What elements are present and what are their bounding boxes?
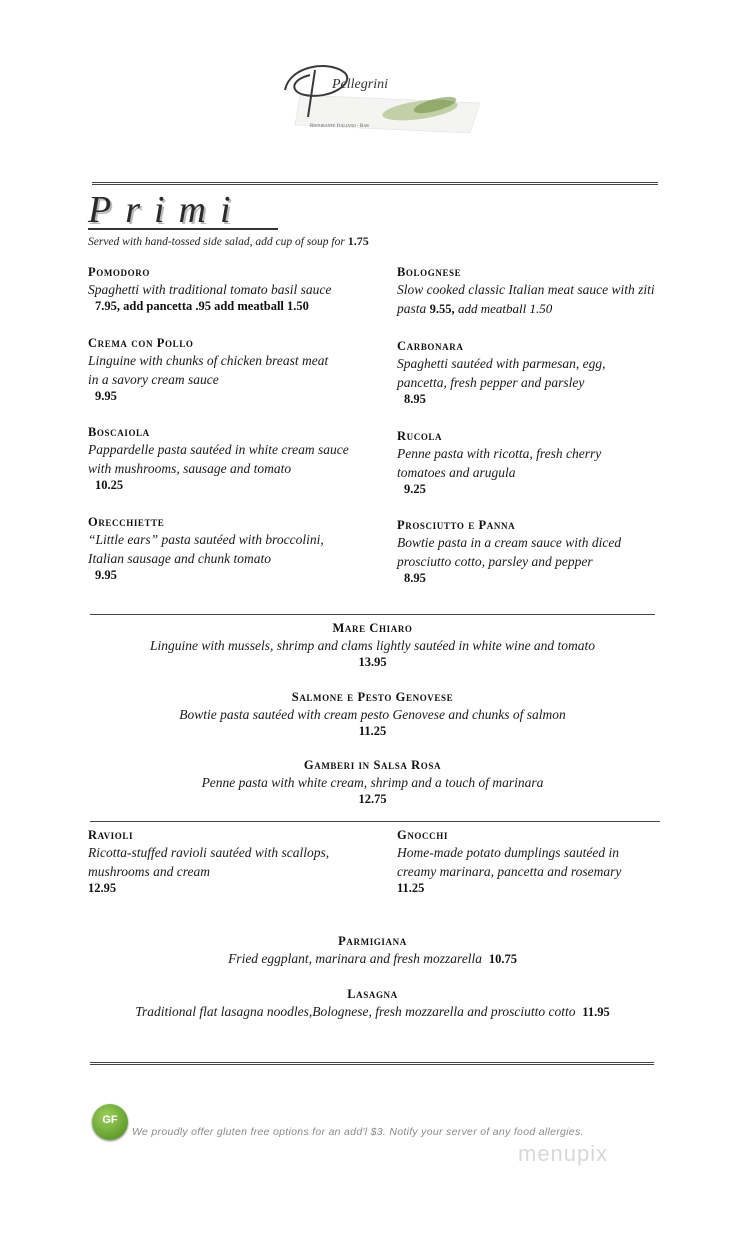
item-price: 11.25 xyxy=(358,724,387,738)
item-desc-text: Slow cooked classic Italian meat sauce with ziti pasta xyxy=(397,282,655,316)
item-desc xyxy=(90,949,655,969)
gluten-free-icon-text: GF xyxy=(102,1114,118,1126)
item-name: Parmigiana xyxy=(338,934,407,948)
section-rule xyxy=(90,614,655,615)
watermark: menupix xyxy=(518,1141,609,1166)
item-name: Carbonara xyxy=(397,339,464,353)
section-title: Primi xyxy=(88,189,245,231)
logo-name: Pellegrini xyxy=(332,77,388,92)
menu-item-prosciutto-e-panna xyxy=(397,518,637,586)
menu-item-lasagna xyxy=(90,987,655,1022)
item-addon: add meatball 1.50 xyxy=(458,301,553,316)
item-price: 13.95 xyxy=(358,655,387,669)
item-price: 11.95 xyxy=(582,1005,610,1019)
item-price: 9.95 xyxy=(95,568,117,582)
item-desc: Pappardelle pasta sautéed in white cream sauce with mushrooms, sausage and tomato xyxy=(88,442,349,476)
item-price: 10.75 xyxy=(488,952,517,966)
item-desc: “Little ears” pasta sautéed with broccolini, Italian sausage and chunk tomato xyxy=(88,532,324,566)
gluten-free-note: We proudly offer gluten free options for an add'l $3. Notify your server of any food allergies. xyxy=(132,1126,584,1138)
logo xyxy=(270,55,490,135)
menu-item-orecchiette xyxy=(88,515,388,583)
menu-item-carbonara xyxy=(397,339,637,407)
item-desc: Linguine with mussels, shrimp and clams lightly sautéed in white wine and tomato xyxy=(149,638,596,653)
title-underline xyxy=(88,228,278,230)
menu-item-gnocchi xyxy=(397,828,657,896)
item-name: Gnocchi xyxy=(397,828,448,842)
item-desc: Home-made potato dumplings sautéed in creamy marinara, pancetta and rosemary xyxy=(397,845,622,879)
logo-graphic xyxy=(270,55,490,135)
item-desc: Ricotta-stuffed ravioli sautéed with scallops, mushrooms and cream xyxy=(88,845,330,879)
item-desc: Penne pasta with ricotta, fresh cherry tomatoes and arugula xyxy=(397,446,602,480)
item-desc: Spaghetti with traditional tomato basil sauce xyxy=(88,282,332,297)
item-price: 12.75 xyxy=(358,792,387,806)
subtitle-text: Served with hand-tossed side salad, add cup of soup for xyxy=(88,236,345,248)
item-name: Orecchiette xyxy=(88,515,165,529)
item-price: 10.25 xyxy=(95,478,124,492)
menu-item-gamberi-in-salsa-rosa xyxy=(90,758,655,807)
item-desc: Linguine with chunks of chicken breast meat in a savory cream sauce xyxy=(88,353,329,387)
menu-item-ravioli xyxy=(88,828,358,896)
item-desc: Bowtie pasta sautéed with cream pesto Genovese and chunks of salmon xyxy=(179,707,566,722)
item-price: 12.95 xyxy=(88,881,117,895)
item-desc: Spaghetti sautéed with parmesan, egg, pancetta, fresh pepper and parsley xyxy=(397,356,606,390)
menu-item-boscaiola xyxy=(88,425,388,493)
menu-item-parmigiana xyxy=(90,934,655,969)
item-price: 8.95 xyxy=(404,571,426,585)
item-price: 8.95 xyxy=(404,392,426,406)
item-name: Lasagna xyxy=(347,987,398,1001)
menu-item-crema-con-pollo xyxy=(88,336,388,404)
item-desc-text: Fried eggplant, marinara and fresh mozzarella xyxy=(228,951,483,966)
item-name: Mare Chiaro xyxy=(332,621,413,635)
section-subtitle xyxy=(88,234,369,249)
subtitle-price: 1.75 xyxy=(347,234,369,248)
item-name: Salmone e Pesto Genovese xyxy=(291,690,454,704)
section-rule xyxy=(90,821,660,822)
item-name: Pomodoro xyxy=(88,265,150,279)
item-name: Ravioli xyxy=(88,828,134,842)
menu-item-rucola xyxy=(397,429,617,497)
item-desc xyxy=(397,280,657,319)
item-name: Prosciutto e Panna xyxy=(397,518,516,532)
gluten-free-icon xyxy=(92,1104,128,1140)
menu-item-mare-chiaro xyxy=(90,621,655,670)
item-price: 11.25 xyxy=(397,881,425,895)
item-name: Crema con Pollo xyxy=(88,336,194,350)
menu-item-bolognese xyxy=(397,265,657,319)
item-name: Rucola xyxy=(397,429,443,443)
item-name: Bolognese xyxy=(397,265,462,279)
menu-item-salmone-e-pesto-genovese xyxy=(90,690,655,739)
item-price: 7.95, add pancetta .95 add meatball 1.50 xyxy=(95,299,309,313)
top-rule xyxy=(92,182,658,185)
bottom-rule xyxy=(90,1062,654,1065)
item-name: Gamberi in Salsa Rosa xyxy=(303,758,442,772)
item-price: 9.95 xyxy=(95,389,117,403)
item-desc xyxy=(90,1002,655,1022)
item-name: Boscaiola xyxy=(88,425,150,439)
item-price: 9.55, xyxy=(429,302,455,316)
item-desc-text: Traditional flat lasagna noodles,Bolognese, fresh mozzarella and prosciutto cotto xyxy=(135,1004,576,1019)
item-desc: Bowtie pasta in a cream sauce with diced prosciutto cotto, parsley and pepper xyxy=(397,535,622,569)
item-desc: Penne pasta with white cream, shrimp and a touch of marinara xyxy=(201,775,544,790)
item-price: 9.25 xyxy=(404,482,426,496)
menu-item-pomodoro xyxy=(88,265,388,314)
logo-tagline: Ristorante Italiano - Bar xyxy=(310,124,369,129)
